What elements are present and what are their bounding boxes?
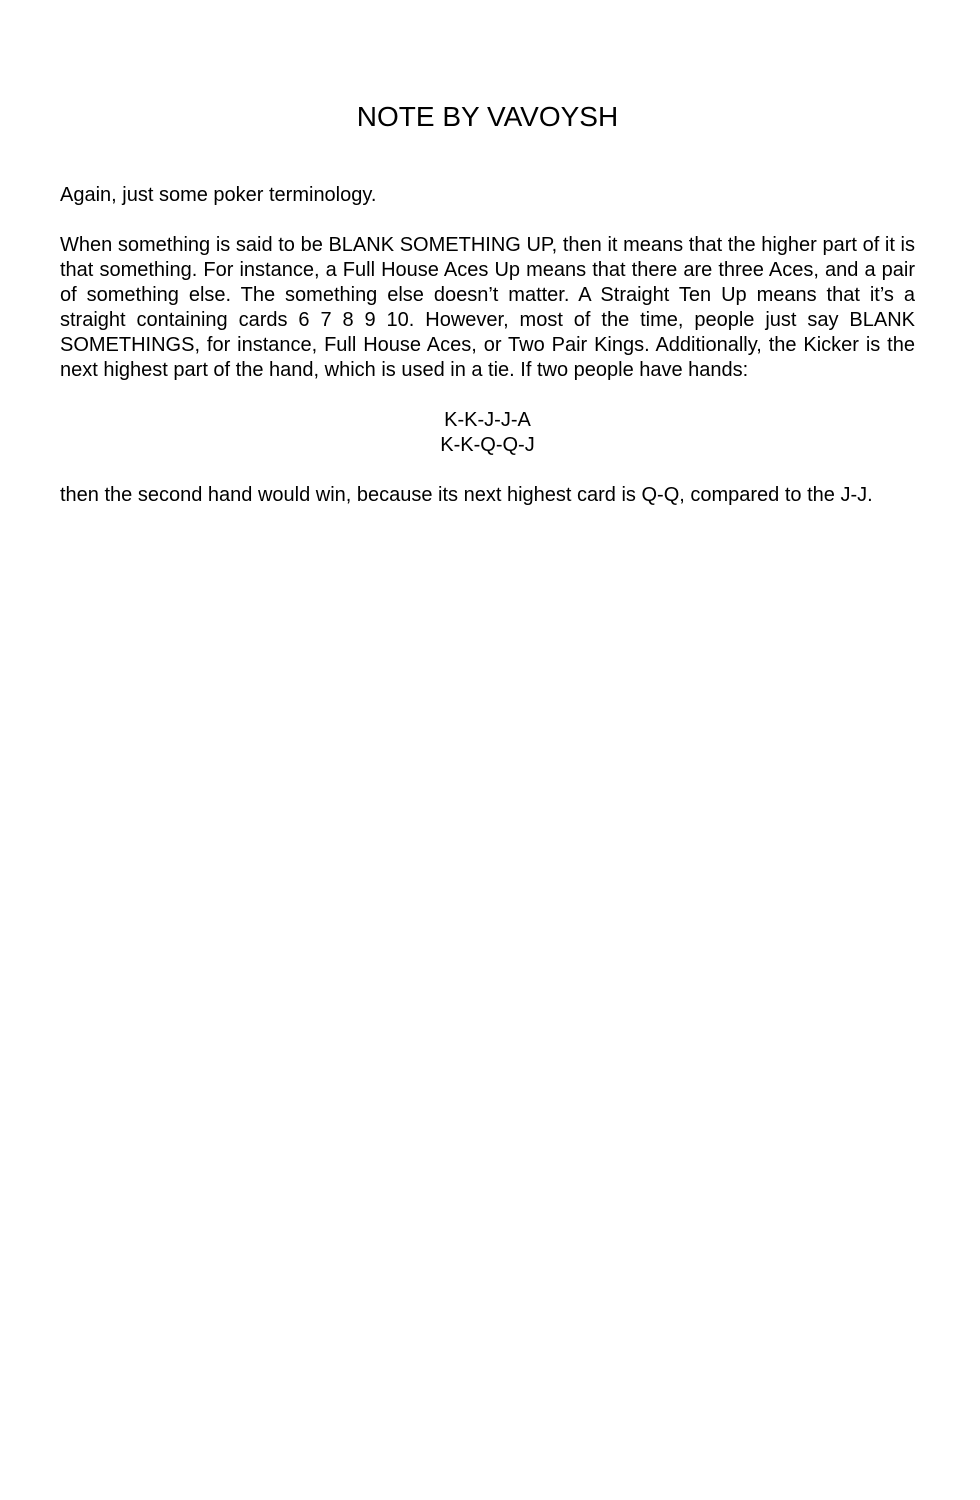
conclusion-paragraph: then the second hand would win, because its next highest card is Q-Q, compared to the J-J. [60, 484, 873, 506]
hand-line-1: K-K-J-J-A [444, 409, 531, 431]
hand-line-2: K-K-Q-Q-J [440, 434, 535, 456]
page-title: NOTE BY VAVOYSH [356, 101, 619, 132]
example-hands [60, 408, 915, 458]
intro-paragraph: Again, just some poker terminology. [60, 184, 377, 206]
body-paragraph: When something is said to be BLANK SOMETHING UP, then it means that the higher part of it is that something. For instance, a Full House Aces Up means that there are three Aces, and a pair of something else. The something else doesn’t matter. A Straight Ten Up means that it’s a straight containing cards 6 7 8 9 10. However, most of the time, people just say BLANK SOMETHINGS, for instance, Full House Aces, or Two Pair Kings. Additionally, the Kicker is the next highest part of the hand, which is used in a tie. If two people have hands: [60, 234, 915, 381]
